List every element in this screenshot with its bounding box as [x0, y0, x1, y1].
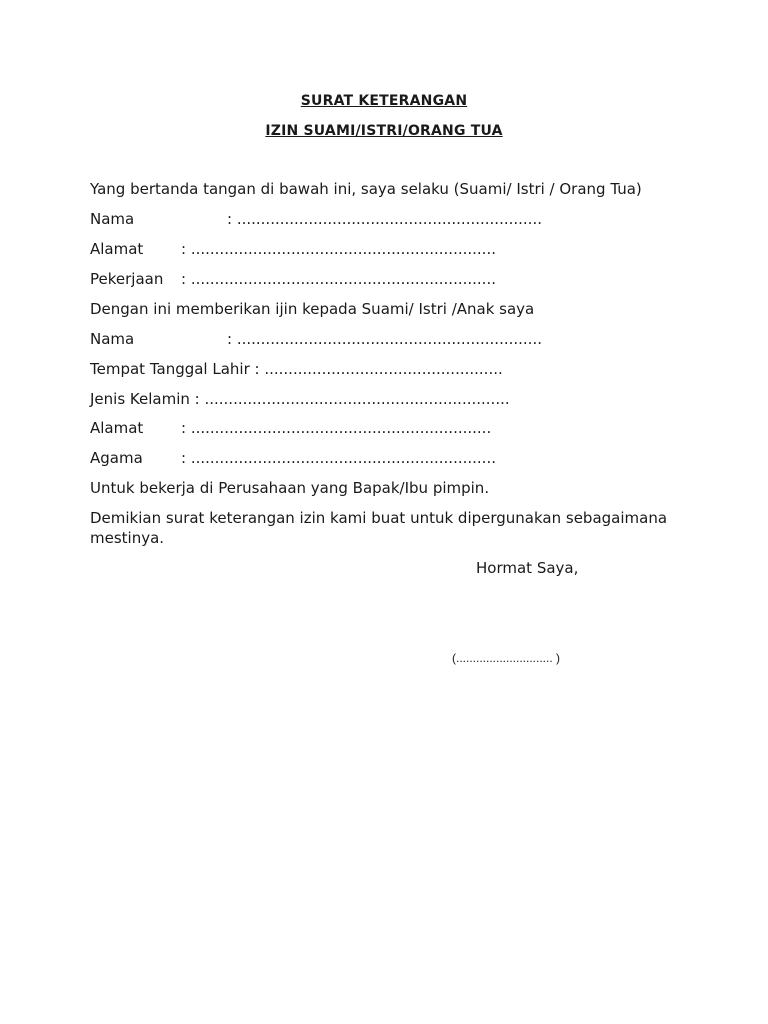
subject-address-value: : ............................................................... [181, 419, 492, 437]
signer-address-label: Alamat [90, 240, 144, 258]
closing-salutation: Hormat Saya, [476, 559, 579, 577]
subject-name-value: : ................................................................ [227, 330, 542, 348]
subject-name-row [90, 329, 542, 349]
signer-occupation-value: : ................................................................ [181, 270, 496, 288]
signer-occupation-label: Pekerjaan [90, 270, 164, 288]
subject-address-row [90, 418, 491, 438]
signer-name-label: Nama [90, 210, 135, 228]
signature-placeholder: (............................. ) [452, 651, 561, 665]
signer-name-value: : ................................................................ [227, 210, 542, 228]
signer-name-row [90, 209, 542, 229]
signer-address-value: : ................................................................ [181, 240, 496, 258]
closing-paragraph: Demikian surat keterangan izin kami buat untuk dipergunakan sebagaimana mestinya. [90, 509, 668, 547]
subject-gender-row: Jenis Kelamin : ................................................................ [90, 390, 510, 408]
subject-birth-row: Tempat Tanggal Lahir : .................................................. [90, 360, 503, 378]
intro-text: Yang bertanda tangan di bawah ini, saya selaku (Suami/ Istri / Orang Tua) [90, 180, 642, 198]
document-subtitle: IZIN SUAMI/ISTRI/ORANG TUA [265, 123, 503, 139]
subject-name-label: Nama [90, 330, 135, 348]
subject-address-label: Alamat [90, 419, 144, 437]
subject-religion-label: Agama [90, 449, 143, 467]
signer-address-row [90, 239, 496, 259]
work-text: Untuk bekerja di Perusahaan yang Bapak/Ibu pimpin. [90, 479, 490, 497]
permission-text: Dengan ini memberikan ijin kepada Suami/ Istri /Anak saya [90, 300, 535, 318]
signer-occupation-row [90, 269, 496, 289]
document-title: SURAT KETERANGAN [300, 93, 468, 109]
subject-religion-value: : ................................................................ [181, 449, 496, 467]
subject-religion-row [90, 448, 496, 468]
